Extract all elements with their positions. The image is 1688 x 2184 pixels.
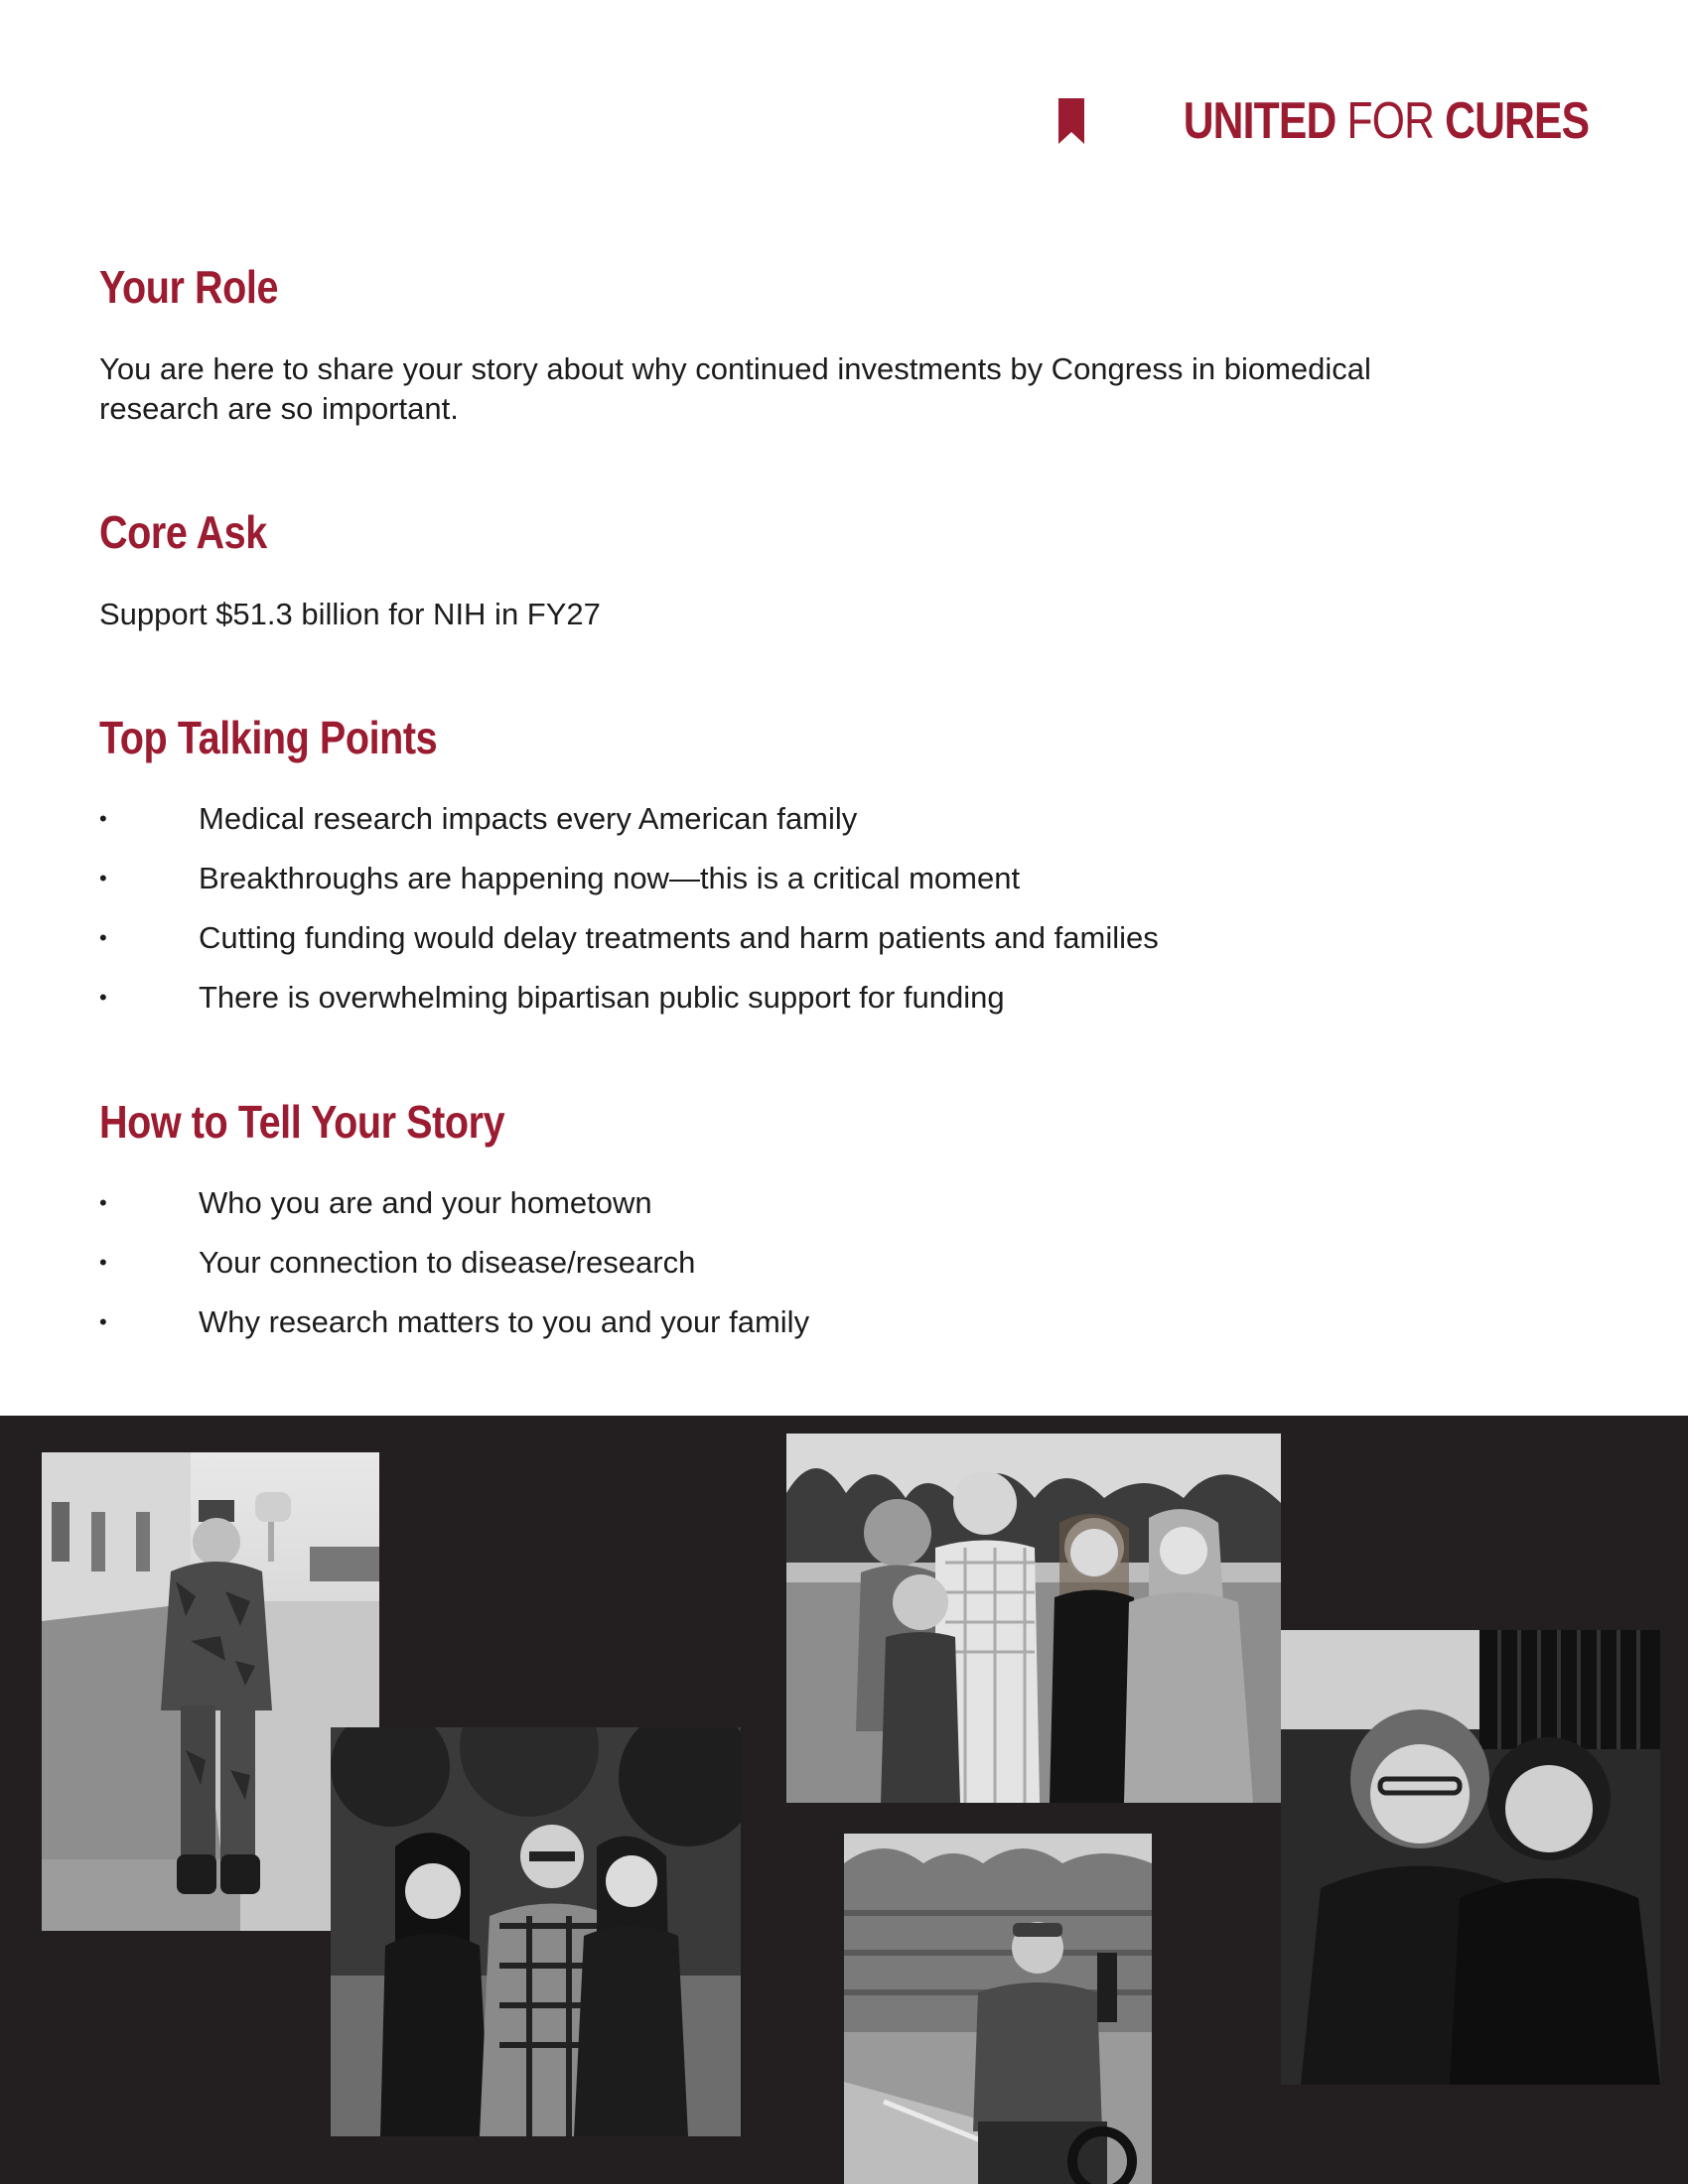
logo-word-cures: CURES	[1444, 92, 1589, 150]
photo-soldier	[42, 1452, 379, 1931]
section-heading-role: Your Role	[99, 261, 279, 313]
section-heading-story: How to Tell Your Story	[99, 1096, 505, 1148]
list-item: • There is overwhelming bipartisan public support for funding	[99, 968, 1159, 1027]
section-heading-core-ask: Core Ask	[99, 506, 267, 558]
logo-word-for: FOR	[1346, 92, 1434, 150]
story-list	[99, 1173, 809, 1352]
core-ask-text: Support $51.3 billion for NIH in FY27	[99, 597, 601, 631]
photo-collage	[0, 1416, 1688, 2184]
bullet-icon: •	[99, 1309, 107, 1334]
bullet-icon: •	[99, 806, 107, 831]
role-text-line1: You are here to share your story about why continued investments by Congress in biomedical	[99, 351, 1371, 386]
role-text	[99, 349, 1509, 429]
list-item: • Who you are and your hometown	[99, 1173, 809, 1233]
bullet-icon: •	[99, 925, 107, 950]
list-item: • Cutting funding would delay treatments and harm patients and families	[99, 908, 1159, 968]
united-for-cures-logo	[1058, 93, 1589, 149]
bookmark-icon	[1058, 98, 1084, 144]
section-heading-talking-points: Top Talking Points	[99, 712, 438, 763]
list-item: • Breakthroughs are happening now—this is a critical moment	[99, 849, 1159, 908]
role-text-line2: research are so important.	[99, 391, 459, 426]
talking-points-list	[99, 789, 1159, 1027]
photo-trio	[331, 1727, 741, 2136]
list-item: • Why research matters to you and your family	[99, 1293, 809, 1352]
photo-wheelchair	[844, 1834, 1152, 2184]
logo-wordmark	[1183, 92, 1589, 150]
list-item: • Medical research impacts every American family	[99, 789, 1159, 849]
bullet-icon: •	[99, 985, 107, 1010]
bullet-icon: •	[99, 1250, 107, 1275]
photo-family	[786, 1433, 1281, 1803]
photo-two-women	[1281, 1630, 1660, 2085]
logo-word-united: UNITED	[1183, 92, 1336, 150]
bullet-icon: •	[99, 1190, 107, 1215]
bullet-icon: •	[99, 866, 107, 890]
list-item: • Your connection to disease/research	[99, 1233, 809, 1293]
